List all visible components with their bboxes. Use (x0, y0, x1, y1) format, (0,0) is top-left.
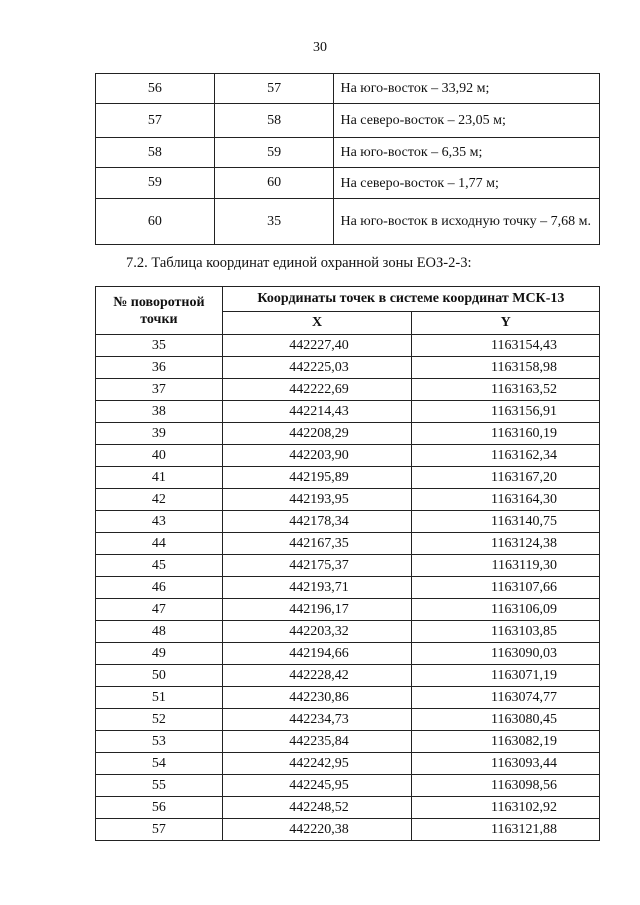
table-row (96, 577, 600, 599)
table-row (96, 168, 600, 199)
y-coordinate-cell: 1163140,75 (412, 511, 600, 533)
y-coordinate-cell: 1163102,92 (412, 797, 600, 819)
x-coordinate-cell: 442222,69 (222, 379, 412, 401)
table-row (96, 665, 600, 687)
y-column-header: Y (412, 312, 600, 335)
table-row (96, 731, 600, 753)
y-coordinate-cell: 1163167,20 (412, 467, 600, 489)
point-number-cell: 39 (96, 423, 223, 445)
coordinate-table (95, 286, 600, 841)
point-number-cell: 47 (96, 599, 223, 621)
x-coordinate-cell: 442227,40 (222, 335, 412, 357)
y-coordinate-cell: 1163090,03 (412, 643, 600, 665)
x-coordinate-cell: 442214,43 (222, 401, 412, 423)
y-coordinate-cell: 1163098,56 (412, 775, 600, 797)
point-number-cell: 52 (96, 709, 223, 731)
x-coordinate-cell: 442203,90 (222, 445, 412, 467)
segment-to: 60 (214, 168, 334, 199)
y-coordinate-cell: 1163156,91 (412, 401, 600, 423)
segment-to: 57 (214, 74, 334, 104)
x-coordinate-cell: 442245,95 (222, 775, 412, 797)
segment-to: 58 (214, 104, 334, 138)
segment-description: На северо-восток – 1,77 м; (334, 168, 600, 199)
point-number-cell: 43 (96, 511, 223, 533)
y-coordinate-cell: 1163093,44 (412, 753, 600, 775)
y-coordinate-cell: 1163071,19 (412, 665, 600, 687)
x-coordinate-cell: 442235,84 (222, 731, 412, 753)
point-number-cell: 53 (96, 731, 223, 753)
point-number-cell: 44 (96, 533, 223, 555)
x-coordinate-cell: 442234,73 (222, 709, 412, 731)
segment-from: 58 (96, 138, 215, 168)
x-coordinate-cell: 442225,03 (222, 357, 412, 379)
table-row (96, 379, 600, 401)
coordinate-rows (96, 335, 600, 841)
segment-description: На северо-восток – 23,05 м; (334, 104, 600, 138)
table-row (96, 74, 600, 104)
y-coordinate-cell: 1163162,34 (412, 445, 600, 467)
x-coordinate-cell: 442203,32 (222, 621, 412, 643)
x-coordinate-cell: 442175,37 (222, 555, 412, 577)
y-coordinate-cell: 1163107,66 (412, 577, 600, 599)
page-number: 30 (313, 40, 327, 55)
point-number-cell: 49 (96, 643, 223, 665)
segment-from: 59 (96, 168, 215, 199)
table-row (96, 819, 600, 841)
segment-to: 59 (214, 138, 334, 168)
y-coordinate-cell: 1163124,38 (412, 533, 600, 555)
y-coordinate-cell: 1163119,30 (412, 555, 600, 577)
x-coordinate-cell: 442178,34 (222, 511, 412, 533)
point-number-cell: 56 (96, 797, 223, 819)
point-number-cell: 46 (96, 577, 223, 599)
y-coordinate-cell: 1163121,88 (412, 819, 600, 841)
point-number-cell: 55 (96, 775, 223, 797)
segment-to: 35 (214, 199, 334, 245)
point-number-cell: 40 (96, 445, 223, 467)
point-number-cell: 38 (96, 401, 223, 423)
point-number-header: № поворотной точки (96, 287, 223, 335)
table-row (96, 489, 600, 511)
coordinate-system-header: Координаты точек в системе координат МСК-13 (222, 287, 599, 312)
point-number-cell: 37 (96, 379, 223, 401)
y-coordinate-cell: 1163080,45 (412, 709, 600, 731)
table-row (96, 709, 600, 731)
point-number-cell: 41 (96, 467, 223, 489)
table-row (96, 533, 600, 555)
table-row (96, 797, 600, 819)
point-number-cell: 36 (96, 357, 223, 379)
x-column-header: X (222, 312, 412, 335)
table-row (96, 621, 600, 643)
table-row (96, 335, 600, 357)
x-coordinate-cell: 442193,71 (222, 577, 412, 599)
x-coordinate-cell: 442196,17 (222, 599, 412, 621)
segment-from: 60 (96, 199, 215, 245)
table-row (96, 401, 600, 423)
table-row (96, 511, 600, 533)
y-coordinate-cell: 1163160,19 (412, 423, 600, 445)
segment-description: На юго-восток в исходную точку – 7,68 м. (334, 199, 600, 245)
point-number-cell: 42 (96, 489, 223, 511)
y-coordinate-cell: 1163074,77 (412, 687, 600, 709)
x-coordinate-cell: 442228,42 (222, 665, 412, 687)
segment-from: 56 (96, 74, 215, 104)
y-coordinate-cell: 1163082,19 (412, 731, 600, 753)
y-coordinate-cell: 1163164,30 (412, 489, 600, 511)
x-coordinate-cell: 442193,95 (222, 489, 412, 511)
table-row (96, 599, 600, 621)
table-row (96, 445, 600, 467)
y-coordinate-cell: 1163103,85 (412, 621, 600, 643)
table-row (96, 643, 600, 665)
table-row (96, 467, 600, 489)
point-number-cell: 50 (96, 665, 223, 687)
x-coordinate-cell: 442242,95 (222, 753, 412, 775)
point-number-cell: 35 (96, 335, 223, 357)
table-row (96, 775, 600, 797)
segment-from: 57 (96, 104, 215, 138)
x-coordinate-cell: 442167,35 (222, 533, 412, 555)
segment-description: На юго-восток – 6,35 м; (334, 138, 600, 168)
point-number-cell: 54 (96, 753, 223, 775)
table-row (96, 555, 600, 577)
table-row (96, 423, 600, 445)
x-coordinate-cell: 442208,29 (222, 423, 412, 445)
table-row (96, 104, 600, 138)
point-number-cell: 57 (96, 819, 223, 841)
x-coordinate-cell: 442230,86 (222, 687, 412, 709)
y-coordinate-cell: 1163106,09 (412, 599, 600, 621)
point-number-cell: 45 (96, 555, 223, 577)
point-number-cell: 51 (96, 687, 223, 709)
y-coordinate-cell: 1163158,98 (412, 357, 600, 379)
table-row (96, 753, 600, 775)
table-row (96, 199, 600, 245)
point-number-cell: 48 (96, 621, 223, 643)
table-row (96, 687, 600, 709)
y-coordinate-cell: 1163154,43 (412, 335, 600, 357)
x-coordinate-cell: 442194,66 (222, 643, 412, 665)
section-heading: 7.2. Таблица координат единой охранной зоны ЕОЗ-2-3: (126, 255, 472, 271)
x-coordinate-cell: 442220,38 (222, 819, 412, 841)
table-row (96, 138, 600, 168)
segment-description: На юго-восток – 33,92 м; (334, 74, 600, 104)
table-row (96, 357, 600, 379)
x-coordinate-cell: 442248,52 (222, 797, 412, 819)
y-coordinate-cell: 1163163,52 (412, 379, 600, 401)
x-coordinate-cell: 442195,89 (222, 467, 412, 489)
segment-table (95, 73, 600, 245)
